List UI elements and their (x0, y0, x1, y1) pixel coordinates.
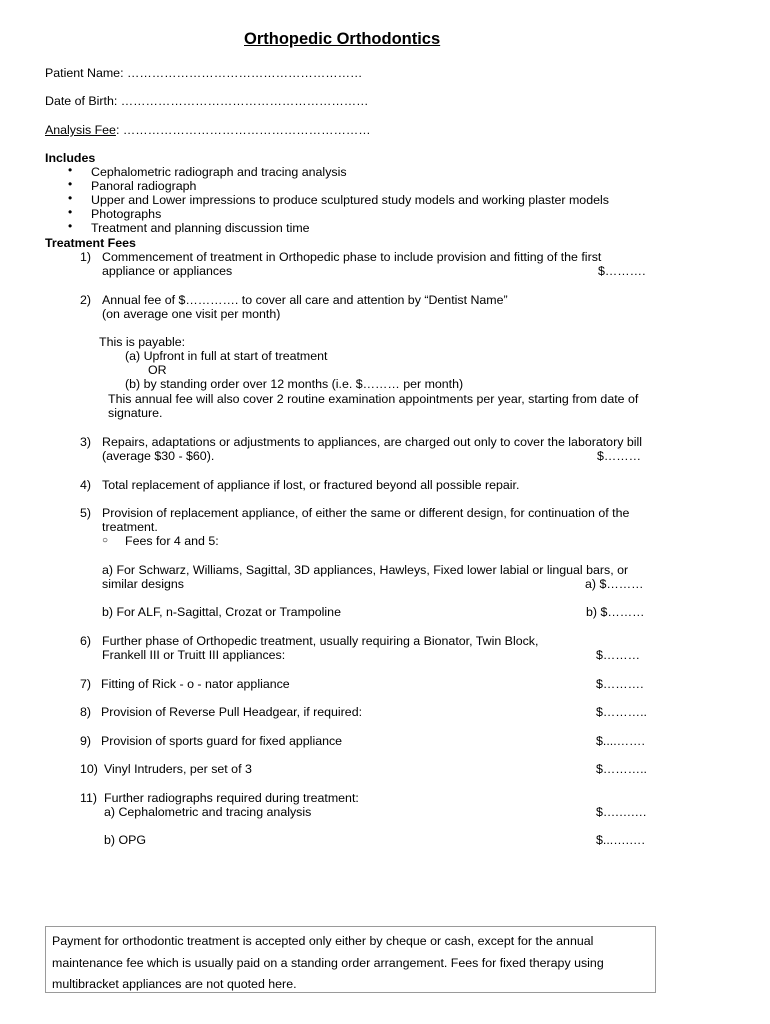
item-8-fee: $……….. (596, 705, 647, 719)
item-10-text: Vinyl Intruders, per set of 3 (104, 762, 252, 776)
item-10-fee: $……….. (596, 762, 647, 776)
item-11-fee-a: $….….… (596, 805, 647, 819)
item-2-text: Annual fee of $…………. to cover all care and attention by “Dentist Name” (102, 293, 508, 307)
item-2-note: This annual fee will also cover 2 routine examination appointments per year, starting from date of (108, 392, 639, 406)
item-5-text: Provision of replacement appliance, of either the same or different design, for continuation of the (102, 506, 630, 520)
analysis-fee-label: Analysis Fee (45, 123, 116, 137)
item-8-text: Provision of Reverse Pull Headgear, if required: (101, 705, 363, 719)
item-5-fee-b: b) $……… (586, 605, 645, 619)
item-number: 6) (80, 634, 92, 648)
item-7-fee: $………. (596, 677, 644, 691)
includes-item: Treatment and planning discussion time (91, 221, 310, 235)
item-number: 7) (80, 677, 92, 691)
circle-bullet-icon: ○ (102, 535, 109, 546)
item-3-text: (average $30 - $60). (102, 449, 215, 463)
analysis-fee-dots: : …………………………………………………… (115, 123, 371, 137)
item-number: 10) (80, 762, 98, 776)
bullet-icon: • (68, 205, 73, 219)
item-5-option-a: similar designs (102, 577, 184, 591)
item-2-option-b: (b) by standing order over 12 months (i.e. $……… per month) (125, 377, 464, 391)
payment-note-box (45, 926, 656, 993)
item-number: 5) (80, 506, 92, 520)
item-7-text: Fitting of Rick - o - nator appliance (101, 677, 290, 691)
item-11-option-b: b) OPG (104, 833, 146, 847)
bullet-icon: • (68, 191, 73, 205)
item-number: 3) (80, 435, 92, 449)
item-2-note: signature. (108, 406, 163, 420)
treatment-fees-heading: Treatment Fees (45, 236, 136, 250)
bullet-icon: • (68, 163, 73, 177)
item-5-fee-a: a) $……… (585, 577, 644, 591)
includes-item: Cephalometric radiograph and tracing analysis (91, 165, 347, 179)
item-number: 4) (80, 478, 92, 492)
item-9-fee: $....……. (596, 734, 645, 748)
item-2-text: (on average one visit per month) (102, 307, 281, 321)
item-11-fee-b: $...….…. (596, 833, 645, 847)
item-number: 9) (80, 734, 92, 748)
item-6-text: Frankell III or Truitt III appliances: (102, 648, 286, 662)
item-2-or: OR (148, 363, 167, 377)
bullet-icon: • (68, 177, 73, 191)
item-1-fee: $………. (598, 264, 646, 278)
item-1-text: Commencement of treatment in Orthopedic phase to include provision and fitting of the first (102, 250, 602, 264)
item-6-fee: $……… (596, 648, 641, 662)
item-number: 1) (80, 250, 92, 264)
item-number: 2) (80, 293, 92, 307)
page-title: Orthopedic Orthodontics (244, 30, 441, 48)
item-2-option-a: (a) Upfront in full at start of treatment (125, 349, 328, 363)
item-5-fees-label: Fees for 4 and 5: (125, 534, 219, 548)
item-11-text: Further radiographs required during treatment: (104, 791, 359, 805)
item-number: 11) (80, 791, 97, 805)
item-5-text: treatment. (102, 520, 158, 534)
item-9-text: Provision of sports guard for fixed appliance (101, 734, 343, 748)
item-2-payable: This is payable: (99, 335, 186, 349)
includes-item: Panoral radiograph (91, 179, 197, 193)
includes-heading: Includes (45, 151, 96, 165)
item-11-option-a: a) Cephalometric and tracing analysis (104, 805, 312, 819)
payment-note-text: Payment for orthodontic treatment is accepted only either by cheque or cash, except for the annual maintenance fee which is usually paid on a standing order arrangement. Fees for fixed therapy using multibracket appliances are not quoted here. (52, 934, 604, 991)
item-3-fee: $……… (597, 449, 642, 463)
includes-item: Photographs (91, 207, 162, 221)
item-3-text: Repairs, adaptations or adjustments to appliances, are charged out only to cover the laboratory bill (102, 435, 642, 449)
item-1-text: appliance or appliances (102, 264, 233, 278)
bullet-icon: • (68, 219, 73, 233)
item-5-option-b: b) For ALF, n-Sagittal, Crozat or Trampoline (102, 605, 341, 619)
item-4-text: Total replacement of appliance if lost, or fractured beyond all possible repair. (102, 478, 520, 492)
date-of-birth-field: Date of Birth: …………………………………………………… (45, 94, 369, 108)
includes-item: Upper and Lower impressions to produce sculptured study models and working plaster models (91, 193, 609, 207)
item-5-option-a: a) For Schwarz, Williams, Sagittal, 3D appliances, Hawleys, Fixed lower labial or lingual bars, or (102, 563, 629, 577)
item-6-text: Further phase of Orthopedic treatment, usually requiring a Bionator, Twin Block, (102, 634, 539, 648)
patient-name-field: Patient Name: ………………………………………………… (45, 66, 363, 80)
analysis-fee-field (45, 123, 371, 137)
item-number: 8) (80, 705, 92, 719)
